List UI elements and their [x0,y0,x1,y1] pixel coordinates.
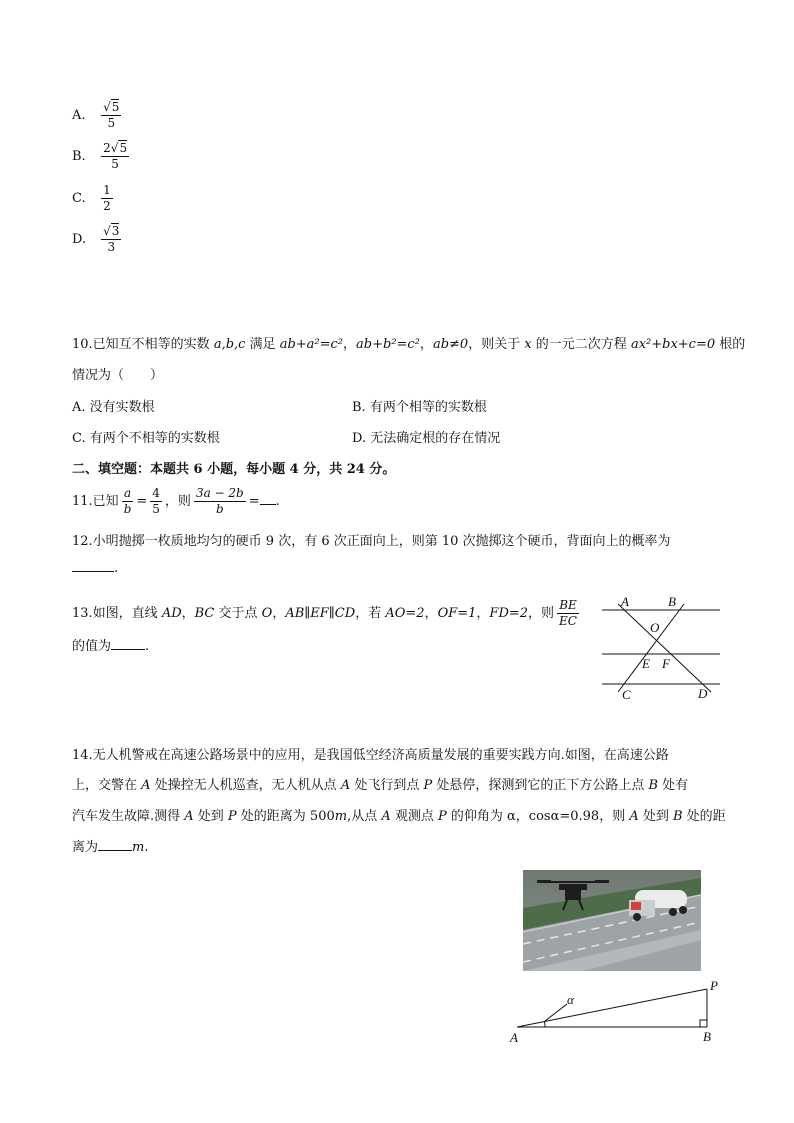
q10-option-a: A. 没有实数根 [72,400,155,415]
segment-ap [517,989,707,1027]
section-heading-fill-in: 二、填空题：本题共 6 小题，每小题 4 分，共 24 分。 [72,462,396,477]
line-ad [618,604,711,692]
option-b-fraction: $\frac{2√5}{5}$ [103,141,128,171]
alpha-pointer [545,1004,567,1021]
angle-arc [545,1022,546,1028]
option-a-fraction: $\frac{√5}{5}$ [103,100,120,130]
q14-line4: 离为 m. [72,840,149,855]
label-o: O [650,620,660,635]
q14-triangle-figure [505,978,730,1048]
drone-highway-photo [523,870,701,971]
question-11: 11.已知 $\frac{a}{b}$ = $\frac{4}{5}$ ，则 $\frac{3a - 2b}{b}$ = . [72,486,280,516]
label-p: P [710,978,718,993]
q14-line2: 上，交警在 A 处操控无人机巡查，无人机从点 A 处飞行到点 P 处悬停，探测到它的正下方公路上点 B 处有 [72,778,689,793]
label-alpha: α [567,992,574,1007]
q13-figure [596,592,726,704]
q10-line1: 10.已知互不相等的实数 a,b,c 满足 ab+a²=c²，ab+b²=c²，ab≠0，则关于 x 的一元二次方程 ax²+bx+c=0 根的 [72,337,746,352]
option-a: A. $\frac{√5}{5}$ [72,100,120,130]
option-d-fraction: $\frac{√3}{3}$ [103,224,120,254]
answer-blank[interactable] [260,494,276,505]
option-c: C. $\frac{1}{2}$ [72,183,111,213]
label-e: E [642,656,650,671]
line-bc [618,604,684,692]
label-b: B [703,1029,711,1044]
label-f: F [662,656,670,671]
answer-blank[interactable] [98,840,132,851]
q13-line2: 的值为 . [72,639,150,654]
label-d: D [698,686,708,701]
q10-option-d: D. 无法确定根的存在情况 [352,431,501,446]
label-a: A [621,594,629,609]
q14-line3: 汽车发生故障.测得 A 处到 P 处的距离为 500m,从点 A 观测点 P 的仰角为 α，cosα=0.98，则 A 处到 B 处的距 [72,809,726,824]
q10-option-c: C. 有两个不相等的实数根 [72,431,220,446]
q10-line2: 情况为（ ） [72,368,164,383]
right-angle-mark [700,1020,707,1027]
q10-option-b: B. 有两个相等的实数根 [352,400,487,415]
label-c: C [622,687,631,702]
label-b: B [668,594,676,609]
answer-blank[interactable] [111,639,145,650]
answer-blank[interactable] [72,561,114,572]
q13-line1: 13.如图，直线 AD，BC 交于点 O，AB∥EF∥CD，若 AO=2，OF=1，FD=2，则 $\frac{BE}{EC}$ [72,598,577,628]
label-a: A [510,1030,518,1045]
option-d: D. $\frac{√3}{3}$ [72,224,120,254]
option-c-fraction: $\frac{1}{2}$ [103,183,111,213]
option-b: B. $\frac{2√5}{5}$ [72,141,128,171]
